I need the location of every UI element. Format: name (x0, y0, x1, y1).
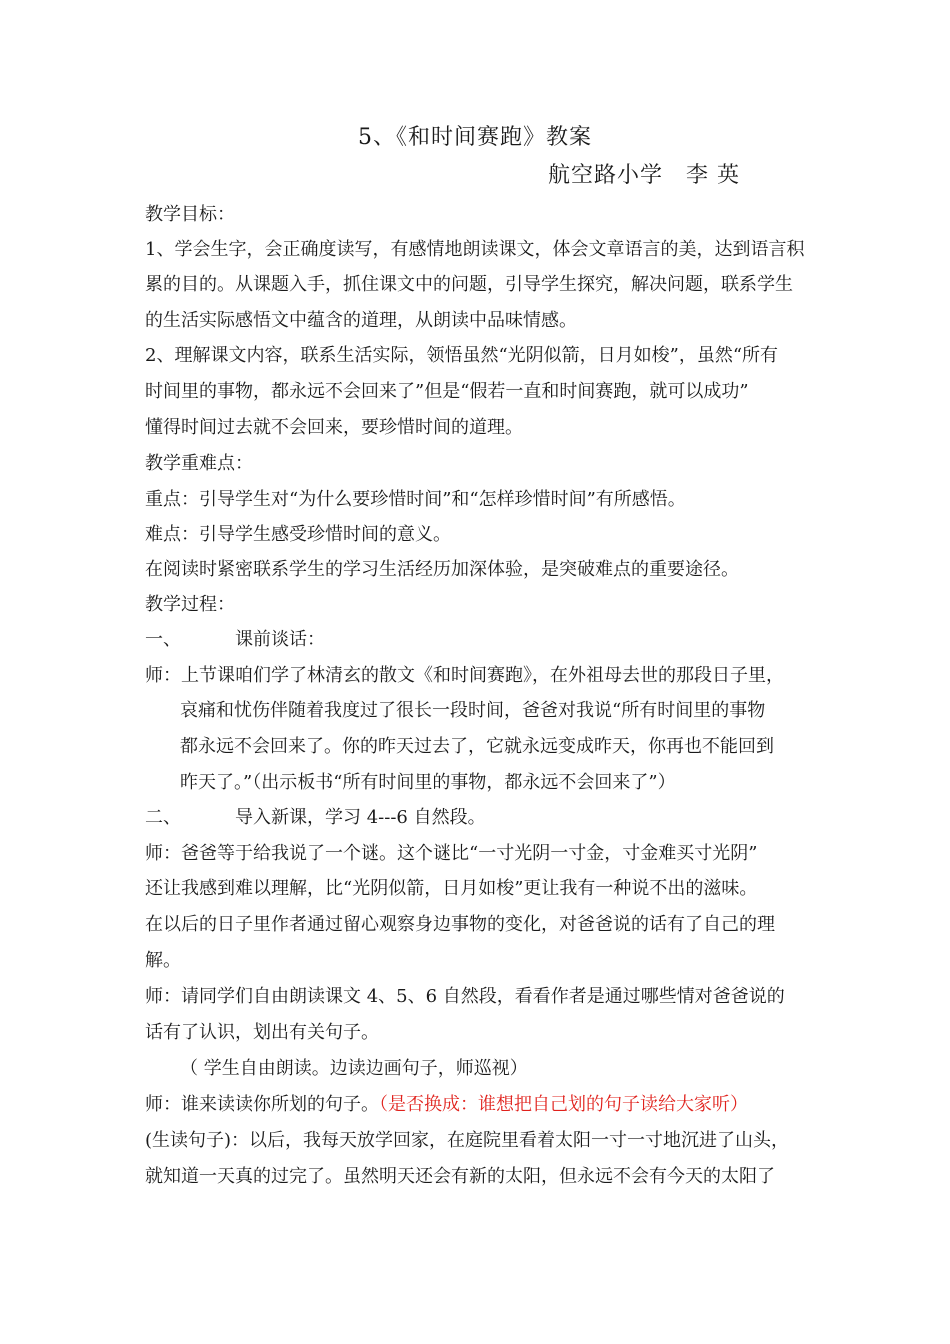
document-title: 5、《和时间赛跑》教案 (358, 125, 592, 150)
paragraph-line: 话有了认识，划出有关句子。 (145, 1022, 379, 1043)
paragraph-line: (生读句子)：以后，我每天放学回家，在庭院里看着太阳一寸一寸地沉进了山头， (145, 1130, 790, 1151)
section-number: 一、 (145, 629, 181, 650)
paragraph-line: 在以后的日子里作者通过留心观察身边事物的变化，对爸爸说的话有了自己的理 (145, 914, 775, 935)
paragraph-line: 难点：引导学生感受珍惜时间的意义。 (145, 524, 451, 545)
paragraph-line: 还让我感到难以理解，比“光阴似箭，日月如梭”更让我有一种说不出的滋味。 (145, 878, 758, 899)
paragraph-line: 都永远不会回来了。你的昨天过去了，它就永远变成昨天，你再也不能回到 (180, 736, 774, 757)
paragraph-line: 哀痛和忧伤伴随着我度过了很长一段时间，爸爸对我说“所有时间里的事物 (180, 700, 766, 721)
paragraph-line: 就知道一天真的过完了。虽然明天还会有新的太阳，但永远不会有今天的太阳了 (145, 1166, 775, 1187)
paragraph-line: 昨天了。”（出示板书“所有时间里的事物，都永远不会回来了”） (180, 772, 676, 793)
paragraph-line: 师：上节课咱们学了林清玄的散文《和时间赛跑》，在外祖母去世的那段日子里， (145, 665, 784, 686)
revision-note: （是否换成：谁想把自己划的句子读给大家听） (379, 1094, 748, 1115)
teacher-question: 师：谁来读读你所划的句子。 (145, 1094, 379, 1115)
section-heading-2 (145, 803, 813, 829)
paragraph-line: 师：爸爸等于给我说了一个谜。这个谜比“一寸光阴一寸金，寸金难买寸光阴” (145, 843, 758, 864)
heading-key-points: 教学重难点： (145, 453, 253, 474)
section-title: 导入新课，学习 4---6 自然段。 (235, 807, 486, 828)
section-title: 课前谈话： (235, 629, 325, 650)
author-line: 航空路小学 李 英 (548, 163, 740, 188)
heading-process: 教学过程： (145, 594, 235, 615)
paragraph-line: （ 学生自由朗读。边读边画句子，师巡视） (180, 1058, 528, 1079)
paragraph-line: 累的目的。从课题入手，抓住课文中的问题，引导学生探究，解决问题，联系学生 (145, 274, 793, 295)
section-number: 二、 (145, 807, 181, 828)
paragraph-line: 1、学会生字，会正确度读写，有感情地朗读课文，体会文章语言的美，达到语言积 (145, 239, 805, 260)
heading-goals: 教学目标： (145, 204, 235, 225)
paragraph-line: 2、理解课文内容，联系生活实际，领悟虽然“光阴似箭，日月如梭”，虽然“所有 (145, 345, 779, 366)
section-heading-1 (145, 625, 813, 651)
paragraph-line: 时间里的事物，都永远不会回来了”但是“假若一直和时间赛跑，就可以成功” (145, 381, 749, 402)
paragraph-line: 师：请同学们自由朗读课文 4、5、6 自然段，看看作者是通过哪些情对爸爸说的 (145, 986, 785, 1007)
teacher-question-line (145, 1090, 813, 1116)
paragraph-line: 的生活实际感悟文中蕴含的道理，从朗读中品味情感。 (145, 310, 577, 331)
paragraph-line: 重点：引导学生对“为什么要珍惜时间”和“怎样珍惜时间”有所感悟。 (145, 489, 686, 510)
paragraph-line: 解。 (145, 950, 181, 971)
paragraph-line: 懂得时间过去就不会回来，要珍惜时间的道理。 (145, 417, 523, 438)
paragraph-line: 在阅读时紧密联系学生的学习生活经历加深体验，是突破难点的重要途径。 (145, 559, 739, 580)
